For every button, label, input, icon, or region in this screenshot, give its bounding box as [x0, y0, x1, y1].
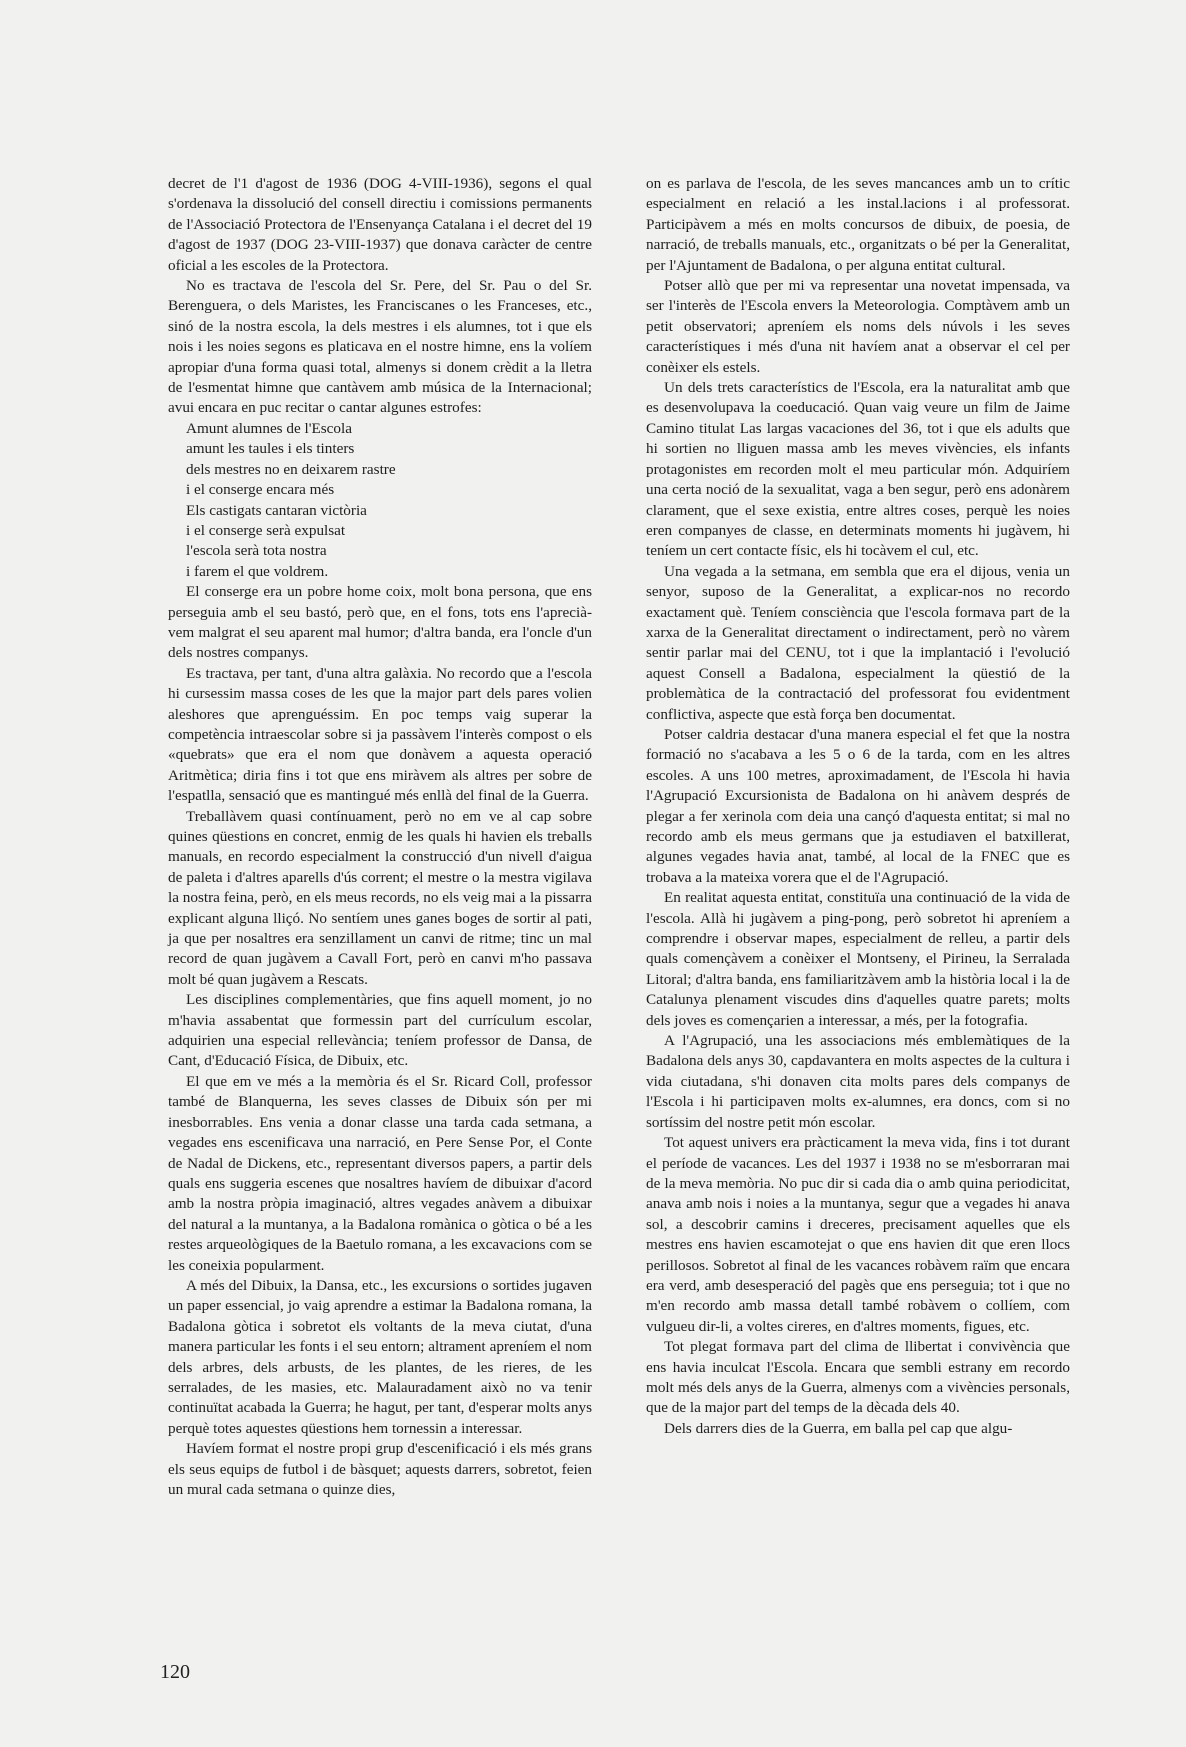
verse-line: Els castigats cantaran victòria: [186, 501, 367, 519]
paragraph: Tot aquest univers era pràcticament la meva vida, fins i tot durant el període de vacances. Les del 1937 i 1938 no se m'esborraran mai de la meva memòria. No puc dir si cada dia o amb quina periodicitat, anava amb nois i noies a la muntanya, segur que a vegades hi anava sol, a descobrir camins i dreceres, precisament aquelles que els mestres ens havien escamotejat o que ens havien dit que eren llocs perillosos. Sobretot al final de les vacances robàvem raïm que encara era verd, amb desesperació del pagès que ens perseguia; tot i que no m'en recordo amb massa detall també robàvem o collíem, com vulgueu dir-li, a voltes cireres, en d'altres moments, figues, etc.: [646, 1134, 1070, 1335]
verse-line: amunt les taules i els tinters: [186, 440, 355, 458]
verse-line: l'escola serà tota nostra: [186, 542, 327, 560]
page-number: 120: [160, 1661, 190, 1683]
verse-line: dels mestres no en deixarem rastre: [186, 460, 396, 478]
verse-line: i farem el que voldrem.: [186, 562, 329, 580]
paragraph: En realitat aquesta entitat, constituïa una continuació de la vida de l'escola. Allà hi jugàvem a ping-pong, però sobretot hi apreníem a comprendre i observar mapes, especialment de relleu, a partir dels quals començàvem a conèixer el Montseny, el Pirineu, la Serralada Litoral; d'altra banda, ens familiaritzàvem amb la història local i la de Catalunya plenament viscudes dins d'aquelles quatre parets; molts dels joves es començarien a interessar, a més, per la fotografia.: [646, 889, 1070, 1029]
verse-line: i el conserge encara més: [186, 481, 335, 499]
paragraph: Potser allò que per mi va representar una novetat impensada, va ser l'interès de l'Escola envers la Meteorologia. Comptàvem amb un petit observatori; apreníem els noms dels núvols i les seves característiques i més d'una nit havíem anat a observar el cel per conèixer els estels.: [646, 277, 1070, 376]
paragraph: Les disciplines complementàries, que fins aquell moment, jo no m'havia assabentat que formessin part del currículum escolar, adquirien una especial rellevància; teníem professor de Dansa, de Cant, d'Educació Física, de Dibuix, etc.: [168, 991, 592, 1070]
left-text-column: [168, 174, 592, 1500]
paragraph: Tot plegat formava part del clima de llibertat i convivència que ens havia inculcat l'Escola. Encara que sembli estrany em recordo molt més dels anys de la Guerra, almenys com a vivències personals, que de la major part del temps de la dècada dels 40.: [646, 1338, 1070, 1417]
paragraph: El conserge era un pobre home coix, molt bona persona, que ens perseguia amb el seu bastó, però que, en el fons, tots ens l'apreciàvem malgrat el seu aparent mal humor; d'altra banda, era l'oncle d'un dels nostres companys.: [168, 583, 592, 662]
paragraph: Dels darrers dies de la Guerra, em balla pel cap que algu-: [664, 1419, 1013, 1437]
right-text-column: [646, 174, 1070, 1439]
anthem-verse: [168, 419, 592, 582]
paragraph: on es parlava de l'escola, de les seves mancances amb un to crític especialment en relació a les instal.lacions i al professorat. Participàvem a més en molts concursos de dibuix, de poesia, de narració, de treballs manuals, etc., organitzats o bé per la Generalitat, per l'Ajuntament de Badalona, o per alguna entitat cultural.: [646, 175, 1070, 274]
paragraph: A més del Dibuix, la Dansa, etc., les excursions o sortides jugaven un paper essencial, jo vaig aprendre a estimar la Badalona romana, la Badalona gòtica i sobretot els voltants de la meva ciutat, d'una manera particular les fonts i el seu entorn; altrament apreníem el nom dels arbres, dels arbusts, de les plantes, de les rieres, de les serralades, de les masies, etc. Malauradament això no va tenir continuïtat acabada la Guerra; he hagut, per tant, d'esperar molts anys perquè totes aquestes qüestions hem tornessin a interessar.: [168, 1276, 592, 1437]
paragraph: A l'Agrupació, una les associacions més emblemàtiques de la Badalona dels anys 30, capdavantera en molts aspectes de la cultura i vida ciutadana, s'hi donaven cita molts pares dels companys de l'Escola i hi participaven molts ex-alumnes, era doncs, com si no sortíssim del nostre petit món escolar.: [646, 1032, 1070, 1131]
paragraph: Un dels trets característics de l'Escola, era la naturalitat amb que es desenvolupava la coeducació. Quan vaig veure un film de Jaime Camino titulat Las largas vacaciones del 36, tot i que els adults que hi sortien no lliguen massa amb les meves vivències, els infants protagonistes em recorden molt el meu particular món. Adquiríem una certa noció de la sexualitat, vaga a ben segur, però ens adonàrem clarament, que el sexe existia, entre altres coses, perquè les noies eren companyes de classe, en determinats moments hi jugàvem, hi teníem un cert contacte físic, els hi tocàvem el cul, etc.: [646, 379, 1070, 560]
paragraph: decret de l'1 d'agost de 1936 (DOG 4-VIII-1936), segons el qual s'ordenava la dissolució del consell directiu i comissions permanents de l'Associació Protectora de l'Ensenyança Catalana i el decret del 19 d'agost de 1937 (DOG 23-VIII-1937) que donava caràcter de centre oficial a les escoles de la Protectora.: [168, 175, 592, 274]
verse-line: Amunt alumnes de l'Escola: [186, 419, 352, 437]
paragraph: El que em ve més a la memòria és el Sr. Ricard Coll, professor també de Blanquerna, les seves classes de Dibuix són per mi inesborrables. Ens venia a donar classe una tarda cada setmana, a vegades ens escenificava una narració, en Pere Sense Por, el Conte de Nadal de Dickens, etc., representant diversos papers, a partir dels quals ens suggeria escenes que nosaltres havíem de dibuixar d'acord amb la nostra pròpia imaginació, altres vegades anàvem a dibuixar del natural a la muntanya, a la Badalona romànica o gòtica o bé a les restes arqueològiques de la Baetulo romana, a les excavacions com se les coneixia popularment.: [168, 1072, 592, 1274]
paragraph: No es tractava de l'escola del Sr. Pere, del Sr. Pau o del Sr. Berenguera, o dels Maristes, les Franciscanes o les Franceses, etc., sinó de la nostra escola, la dels mestres i els alumnes, tot i que els nois i les noies segons es platicava en el nostre himne, ens la volíem apropiar d'una forma quasi total, almenys si donem crèdit a la lletra de l'esmentat himne que cantàvem amb música de la Internacional; avui encara en puc recitar o cantar algunes estrofes:: [168, 277, 592, 417]
paragraph: Una vegada a la setmana, em sembla que era el dijous, venia un senyor, suposo de la Generalitat, a explicar-nos no recordo exactament què. Teníem consciència que l'escola formava part de la xarxa de la Generalitat directament o indirectament, però no vàrem sentir parlar mai del CENU, tot i que la implantació i l'evolució aquest Consell a Badalona, especialment la qüestió de la problemàtica de la contractació del professorat fou evidentment conflictiva, aspecte que està força ben documentat.: [646, 562, 1070, 723]
paragraph: Havíem format el nostre propi grup d'escenificació i els més grans els seus equips de futbol i de bàsquet; aquests darrers, sobretot, feien un mural cada setmana o quinze dies,: [168, 1440, 592, 1498]
paragraph: Potser caldria destacar d'una manera especial el fet que la nostra formació no s'acabava a les 5 o 6 de la tarda, com en les altres escoles. A uns 100 metres, aproximadament, de l'Escola hi havia l'Agrupació Excursionista de Badalona on hi anàvem després de plegar a fer xerinola com deia una cançó d'aquesta entitat; si mal no recordo amb els meus germans que ja estudiaven el batxillerat, algunes vegades havia anat, també, al local de la FNEC que es trobava a la mateixa vorera que el de l'Agrupació.: [646, 725, 1070, 886]
verse-line: i el conserge serà expulsat: [186, 521, 346, 539]
paragraph: Treballàvem quasi contínuament, però no em ve al cap sobre quines qüestions en concret, enmig de les quals hi havien els treballs manuals, en recordo especialment la construcció d'un nivell d'aigua de paleta i d'altres aparells d'ús corrent; el mestre o la mestra vigilava la nostra feina, però, en els meus records, no els veig mai a la pissarra explicant alguna lliçó. No sentíem unes ganes boges de sortir al pati, ja que per nosaltres era senzillament un canvi de ritme; tinc un mal record de quan jugàvem a Cavall Fort, però en canvi m'ho passava molt bé quan jugàvem a Rescats.: [168, 807, 592, 988]
paragraph: Es tractava, per tant, d'una altra galàxia. No recordo que a l'escola hi cursessim massa coses de les que la major part dels pares volien aleshores que aprenguéssim. En poc temps vaig superar la competència intraescolar sobre si ja passàvem l'interès compost o els «quebrats» que era el nom que donàvem a aquesta operació Aritmètica; diria fins i tot que ens miràvem als altres per sobre de l'espatlla, sensació que es mantingué més enllà del final de la Guerra.: [168, 664, 592, 805]
